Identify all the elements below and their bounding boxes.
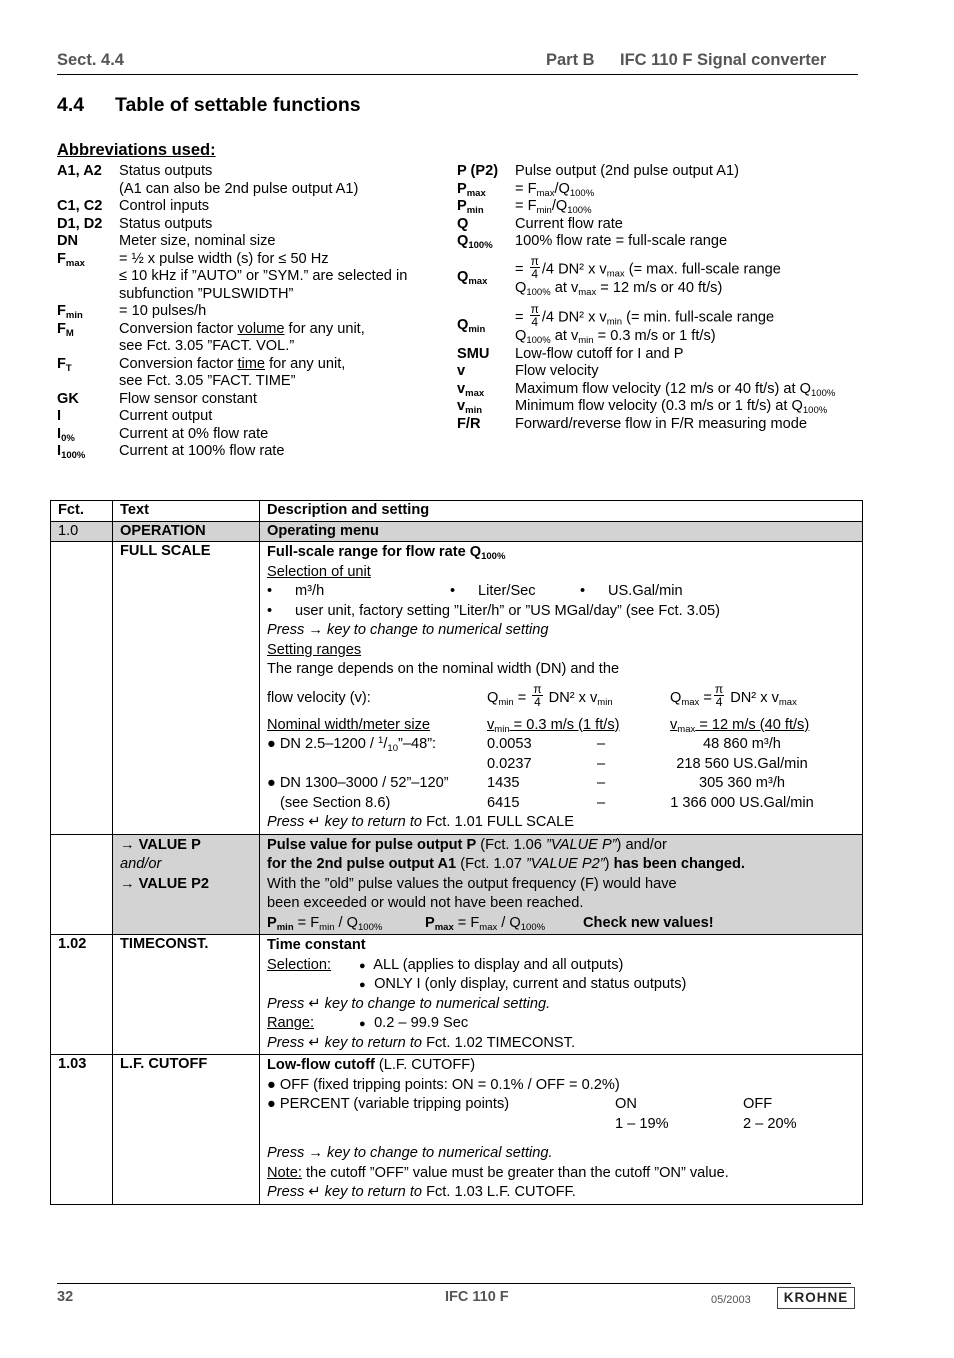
abbr-text: ≤ 10 kHz if ”AUTO” or ”SYM.” are selected in	[119, 268, 408, 284]
abbr-row	[457, 398, 835, 416]
text-cell: FULL SCALE	[113, 542, 260, 835]
range-max: 1 366 000 US.Gal/min	[670, 794, 814, 811]
unit-option: US.Gal/min	[608, 583, 683, 599]
press-return	[267, 1183, 856, 1203]
arrow-right-icon: →	[308, 622, 323, 638]
press-word: Press	[267, 1184, 305, 1200]
range-dash: –	[597, 736, 606, 752]
range-dash: –	[597, 775, 606, 791]
description-cell	[260, 542, 863, 835]
check-new-values: Check new values!	[583, 914, 714, 931]
abbreviations-heading: Abbreviations used:	[57, 141, 216, 159]
timeconst-selection: Selection: ● ALL (applies to display and all outputs)	[267, 956, 856, 976]
abbr-text: Conversion factor time for any unit,	[119, 355, 346, 372]
value-p-line4: been exceeded or would not have been reached.	[267, 895, 584, 911]
fct-cell: 1.0	[51, 521, 113, 542]
return-target: Fct. 1.03 L.F. CUTOFF.	[426, 1184, 576, 1200]
range-dash: –	[597, 794, 606, 811]
return-text: key to return to	[324, 1184, 423, 1200]
abbr-key-i0: $I_{0\%}$	[57, 425, 75, 444]
press-return	[267, 813, 856, 833]
value-p-label	[120, 836, 253, 856]
abbr-text: Minimum flow velocity (0.3 m/s or 1 ft/s) at $Q_{100\%}$	[515, 398, 828, 416]
abbr-key: I	[57, 408, 62, 424]
vmin-head-text: = 0.3 m/s (1 ft/s)	[513, 716, 620, 733]
press-text: key to change to numerical setting	[327, 622, 549, 638]
pi-over-4-fraction: $\frac{\pi}{4}$	[530, 302, 539, 329]
description-cell	[260, 1055, 863, 1205]
bold-text: Low-flow cutoff	[267, 1057, 375, 1073]
abbr-key-fmin: $F_{min}$	[57, 303, 83, 321]
return-key-icon: ↵	[308, 1184, 321, 1200]
text-cell	[113, 834, 260, 935]
table-row-full-scale	[51, 542, 863, 835]
abbr-text: Pulse output (2nd pulse output A1)	[515, 163, 739, 179]
abbr-text: Maximum flow velocity (12 m/s or 40 ft/s) at $Q_{100\%}$	[515, 380, 836, 399]
andor-label: and/or	[120, 856, 162, 872]
selection-label: Selection:	[267, 956, 332, 973]
abbr-row	[57, 443, 407, 461]
range-label: Range:	[267, 1015, 315, 1031]
plain-text: ) and/or	[616, 836, 667, 853]
off-label: OFF	[743, 1096, 773, 1112]
return-target: Fct. 1.02 TIMECONST.	[426, 1034, 576, 1051]
abbr-row	[57, 198, 407, 216]
range-text: The range depends on the nominal width (DN) and the	[267, 661, 620, 677]
abbr-key: P (P2)	[457, 163, 499, 179]
header-section: Sect. 4.4	[57, 51, 124, 69]
table-row-lf-cutoff	[51, 1055, 863, 1205]
value-p-formula: $P_{min} = F_{min} / Q_{100\%}$ $P_{max} = F_{max} / Q_{100\%}$ Check new values!	[267, 914, 714, 933]
italic-text: ”VALUE P2”	[525, 856, 605, 872]
abbr-row	[57, 356, 407, 391]
text-cell: TIMECONST.	[113, 935, 260, 1055]
timeconst-title: Time constant	[267, 937, 366, 953]
nominal-header-line	[267, 716, 856, 736]
abbr-key-i100: $I_{100\%}$	[57, 443, 86, 461]
description-cell	[260, 935, 863, 1055]
footer-product: IFC 110 F	[445, 1289, 509, 1305]
dn1-row-2	[267, 755, 856, 775]
dn2-row-2	[267, 794, 856, 814]
selection-label: Selection of unit	[267, 563, 371, 580]
abbr-text: Forward/reverse flow in F/R measuring mode	[515, 415, 807, 432]
abbr-key: Q	[457, 215, 469, 232]
abbr-text: see Fct. 3.05 ”FACT. TIME”	[119, 373, 296, 389]
dn1-row	[267, 735, 856, 755]
press-word: Press	[267, 1034, 305, 1051]
plain-text: )	[604, 856, 610, 872]
timeconst-range: Range: ● 0.2 – 99.9 Sec	[267, 1014, 856, 1034]
header-text: Text	[113, 501, 260, 522]
abbr-row	[57, 216, 407, 234]
abbr-row	[57, 408, 407, 426]
abbreviations-right	[457, 163, 835, 433]
note-text: the cutoff ”OFF” value must be greater than the cutoff ”ON” value.	[305, 1164, 729, 1181]
abbr-key: C1, C2	[57, 198, 103, 214]
abbr-row	[57, 321, 407, 356]
abbr-text: Control inputs	[119, 198, 210, 214]
header-description: Description and setting	[260, 501, 863, 522]
header-fct: Fct.	[51, 501, 113, 522]
abbr-row	[57, 251, 407, 304]
abbr-key: SMU	[457, 345, 490, 362]
abbr-text: Current at 100% flow rate	[119, 443, 285, 459]
abbr-text: $Q_{100\%}$ at $v_{min} = 0.3$ m/s or 1 ft/s)	[515, 328, 716, 346]
press-word: Press	[267, 622, 305, 638]
return-key-icon: ↵	[308, 995, 321, 1012]
arrow-right-icon: →	[120, 836, 135, 853]
fct-cell: 1.03	[51, 1055, 113, 1205]
press-word: Press	[267, 995, 305, 1012]
abbr-key: GK	[57, 390, 79, 407]
abbr-row	[457, 233, 835, 251]
abbr-text: Low-flow cutoff for I and P	[515, 345, 684, 362]
abbr-text: = $F_{max}/Q_{100\%}$	[515, 180, 595, 199]
abbr-row	[457, 198, 835, 216]
abbr-key: v	[457, 363, 466, 379]
abbr-key: F/R	[457, 415, 481, 432]
abbr-key-qmin: $Q_{min}$	[457, 317, 486, 335]
abbr-row	[57, 391, 407, 409]
header-rule	[57, 74, 858, 75]
text-cell: OPERATION	[113, 521, 260, 542]
footer-date: 05/2003	[711, 1294, 751, 1306]
abbr-text: = $\frac{\pi}{4}$ /4 DN² x $v_{min}$ (= min. full-scale range	[515, 302, 775, 329]
function-table	[50, 500, 863, 1205]
abbr-row	[457, 163, 835, 181]
unit-options: • m³/h • Liter/Sec • US.Gal/min	[267, 582, 856, 602]
flow-velocity-line	[267, 680, 856, 716]
abbr-text: subfunction ”PULSWIDTH”	[119, 285, 294, 302]
bold-text: for the 2nd pulse output A1	[267, 856, 457, 872]
abbr-text: (A1 can also be 2nd pulse output A1)	[119, 180, 359, 197]
user-unit-option: • user unit, factory setting ”Liter/h” or ”US MGal/day” (see Fct. 3.05)	[267, 602, 720, 619]
return-target: Fct. 1.01 FULL SCALE	[426, 814, 574, 830]
abbr-text: see Fct. 3.05 ”FACT. VOL.”	[119, 338, 295, 354]
abbr-row	[57, 233, 407, 251]
fct-cell	[51, 542, 113, 835]
abbr-text: Status outputs	[119, 163, 213, 179]
abbr-row	[457, 181, 835, 199]
full-scale-title	[267, 543, 856, 563]
lfcutoff-title	[267, 1056, 856, 1076]
arrow-right-icon: →	[120, 875, 135, 892]
abbr-row	[57, 303, 407, 321]
dn1-label-text: ● DN 2.5–1200 /	[267, 736, 379, 752]
press-return	[267, 1034, 856, 1054]
title-number: 4.4	[57, 94, 85, 116]
abbr-text: $Q_{100\%}$ at $v_{max} = 12$ m/s or 40 ft/s)	[515, 279, 723, 298]
abbr-text: Conversion factor volume for any unit,	[119, 320, 365, 337]
unit-option: Liter/Sec	[478, 583, 536, 599]
title-text: Table of settable functions	[115, 94, 361, 116]
return-text: key to return to	[324, 1034, 423, 1051]
abbr-key-q100: $Q_{100\%}$	[457, 233, 493, 251]
press-text: key to change to numerical setting.	[327, 1145, 553, 1161]
title-sub: 100%	[481, 551, 506, 562]
table-row-operation	[51, 521, 863, 542]
krohne-logo: KROHNE	[777, 1287, 855, 1309]
return-key-icon: ↵	[308, 814, 321, 830]
abbr-key-pmin: $P_{min}$	[457, 198, 484, 216]
header-part: Part B	[546, 51, 595, 69]
dn2-row	[267, 774, 856, 794]
range-max: 218 560 US.Gal/min	[676, 755, 808, 772]
abbr-key-ft: $F_T$	[57, 355, 72, 374]
range-min: 0.0053	[487, 736, 532, 752]
description-cell: Operating menu	[260, 521, 863, 542]
range-max: 48 860 m³/h	[703, 736, 781, 752]
description-cell	[260, 834, 863, 935]
dn2-label: ● DN 1300–3000 / 52”–120”	[267, 775, 449, 791]
text-cell: L.F. CUTOFF	[113, 1055, 260, 1205]
value-p-line2	[267, 855, 856, 875]
title-text: Full-scale range for flow rate Q	[267, 544, 482, 560]
abbr-key-qmax: $Q_{max}$	[457, 268, 488, 287]
abbr-row	[457, 253, 835, 298]
press-word: Press	[267, 814, 305, 830]
range-min: 0.0237	[487, 755, 532, 772]
table-header-row	[51, 501, 863, 522]
abbr-row	[57, 426, 407, 444]
abbr-key-vmin: $v_{min}$	[457, 398, 483, 416]
bold-text: Pulse value for pulse output P	[267, 836, 477, 853]
abbr-text: = ½ x pulse width (s) for ≤ 50 Hz	[119, 250, 329, 267]
range-value: 0.2 – 99.9 Sec	[374, 1015, 469, 1031]
press-numeric	[267, 995, 856, 1015]
range-min: 1435	[487, 775, 520, 791]
on-range: 1 – 19%	[615, 1115, 669, 1132]
on-label: ON	[615, 1096, 637, 1112]
header-doc-title: IFC 110 F Signal converter	[620, 51, 827, 69]
table-row-value-p	[51, 834, 863, 935]
qmax-formula: $Q_{max}$ = $\frac{\pi}{4}$ DN² x $v_{max}$	[670, 682, 797, 710]
value-p-line1	[267, 836, 856, 856]
abbr-text: = $F_{min}/Q_{100\%}$	[515, 198, 592, 216]
dn1-suffix: ”–48”:	[397, 736, 437, 752]
abbr-row	[457, 346, 835, 364]
value-p-line3: With the ”old” pulse values the output frequency (F) would have	[267, 875, 677, 892]
page-number: 32	[57, 1289, 74, 1305]
bold-text: has been changed.	[613, 856, 745, 872]
abbr-text: Meter size, nominal size	[119, 233, 276, 249]
abbr-text: Flow velocity	[515, 363, 599, 379]
range-min: 6415	[487, 794, 520, 811]
range-max: 305 360 m³/h	[699, 775, 785, 791]
press-numeric	[267, 1144, 856, 1164]
option-only-i: ONLY I (only display, current and status outputs)	[374, 976, 687, 992]
abbr-key: DN	[57, 233, 79, 249]
abbr-text: Current flow rate	[515, 215, 623, 232]
abbr-key-fmax: $F_{max}$	[57, 250, 85, 269]
page-title	[57, 94, 361, 116]
ranges-label: Setting ranges	[267, 641, 362, 658]
abbr-key-fm: $F_M$	[57, 320, 74, 339]
off-range: 2 – 20%	[743, 1115, 797, 1132]
abbr-row	[457, 216, 835, 234]
percent-ranges	[267, 1115, 856, 1135]
option-all: ALL (applies to display and all outputs)	[373, 956, 624, 973]
abbr-text: Status outputs	[119, 215, 213, 232]
plain-text: (Fct. 1.07	[460, 856, 526, 872]
vmax-head: $v_{max} = 12$ m/s (40 ft/s)	[670, 716, 810, 735]
value-p-text: VALUE P	[138, 836, 201, 853]
dn2-note: (see Section 8.6)	[280, 794, 391, 811]
abbr-text: = 10 pulses/h	[119, 303, 207, 319]
range-dash: –	[597, 755, 606, 772]
abbr-row	[457, 416, 835, 434]
percent-text: ● PERCENT (variable tripping points)	[267, 1096, 510, 1112]
abbr-text: Current at 0% flow rate	[119, 425, 269, 442]
italic-text: ”VALUE P”	[545, 836, 617, 853]
value-p2-label	[120, 875, 253, 895]
vmax-head-text: = 12 m/s (40 ft/s)	[699, 716, 810, 733]
abbr-text: Flow sensor constant	[119, 390, 257, 407]
pi-over-4-fraction: $\frac{\pi}{4}$	[530, 253, 539, 281]
abbr-text: = $\frac{\pi}{4}$ /4 DN² x $v_{max}$ (= max. full-scale range	[515, 253, 781, 281]
footer-rule	[57, 1283, 851, 1284]
abbr-row	[457, 363, 835, 381]
abbreviations-left	[57, 163, 407, 461]
abbr-text: Current output	[119, 408, 213, 424]
lfcutoff-note	[267, 1164, 856, 1184]
unit-option: m³/h	[295, 583, 325, 599]
press-word: Press	[267, 1145, 305, 1161]
flow-velocity-label: flow velocity (v):	[267, 689, 371, 706]
nominal-label: Nominal width/meter size	[267, 716, 431, 733]
vmin-head: $v_{min} = 0.3$ m/s (1 ft/s)	[487, 716, 620, 735]
abbr-key: A1, A2	[57, 163, 102, 179]
timeconst-selection-2: ● ONLY I (only display, current and status outputs)	[359, 976, 687, 992]
return-text: key to return to	[324, 814, 423, 830]
note-label: Note:	[267, 1164, 302, 1181]
abbr-row	[457, 302, 835, 346]
abbr-row	[57, 163, 407, 198]
abbr-key: D1, D2	[57, 215, 103, 232]
press-text: key to change to numerical setting.	[324, 995, 551, 1012]
option-percent	[267, 1095, 856, 1115]
plain-text: (Fct. 1.06	[480, 836, 546, 853]
abbr-key-vmax: $v_{max}$	[457, 380, 485, 399]
qmin-formula: $Q_{min}$ = $\frac{\pi}{4}$ DN² x $v_{min}$	[487, 682, 613, 710]
return-key-icon: ↵	[308, 1034, 321, 1051]
user-unit-text: user unit, factory setting ”Liter/h” or ”US MGal/day” (see Fct. 3.05)	[295, 602, 720, 619]
abbr-row	[457, 381, 835, 399]
value-p2-text: VALUE P2	[138, 875, 209, 892]
abbr-key-pmax: $P_{max}$	[457, 180, 486, 199]
arrow-right-icon: →	[308, 1145, 323, 1161]
press-numeric	[267, 621, 856, 641]
fct-cell: 1.02	[51, 935, 113, 1055]
dn1-label: ● DN $2.5-1200 / ^1/_{10}”-48$”:	[267, 735, 437, 754]
table-row-timeconst	[51, 935, 863, 1055]
abbr-text: 100% flow rate = full-scale range	[515, 233, 728, 249]
plain-text: (L.F. CUTOFF)	[378, 1057, 476, 1073]
fct-cell	[51, 834, 113, 935]
option-off: ● OFF (fixed tripping points: ON = 0.1% / OFF = 0.2%)	[267, 1076, 620, 1093]
